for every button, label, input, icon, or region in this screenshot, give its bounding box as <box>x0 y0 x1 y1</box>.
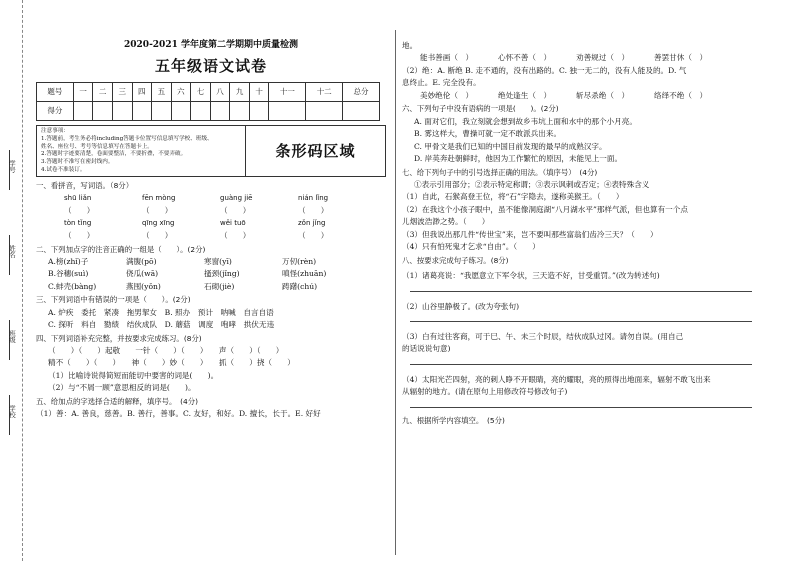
option-word: 石砌(jiè) <box>204 281 235 291</box>
notes-line: 2.答题时字迹要清楚，卷面要整洁，不要折叠，不要弄破。 <box>41 151 187 158</box>
score-table <box>36 82 380 121</box>
q7-legend: ①表示引用部分；②表示特定称谓；③表示讽刺或否定；④表特殊含义 <box>414 179 650 189</box>
main-title: 五年级语文试卷 <box>154 57 267 76</box>
option-word: C.蚌壳(bàng) <box>48 281 97 291</box>
q7-item: （1）自此，石猴高登王位，将“石”字隐去，遂称美猴王。（ ） <box>402 192 624 202</box>
q5-item[interactable]: 能书善画（ ） <box>420 53 474 63</box>
q8-item: （2）山谷里静极了。(改为夸张句) <box>402 301 520 311</box>
option-word: 嗔怪(zhuān) <box>282 269 327 279</box>
answer-blank[interactable]: （ ） <box>64 206 95 215</box>
score-head-cell: 五 <box>152 83 172 102</box>
q5-item[interactable]: 劝善规过（ ） <box>576 53 630 63</box>
column-divider <box>395 30 396 555</box>
q8-item: （4）太阳光芒四射，亮的刺人睁不开眼睛，亮的耀眼，亮的照得出地面来，辐射不敢飞出来 <box>402 374 711 384</box>
q1-pinyin-row <box>36 194 386 203</box>
binding-margin <box>0 0 32 561</box>
notes-box <box>36 125 246 177</box>
q5-item[interactable]: 善罢甘休（ ） <box>654 53 708 63</box>
score-cell[interactable] <box>210 102 230 121</box>
notes-line: 1.答题前，考生务必将including答题卡位置写信息填写学校、班级、 <box>41 135 213 142</box>
answer-line[interactable] <box>410 364 752 365</box>
score-cell[interactable] <box>73 102 93 121</box>
q7-item: （2）在我这个小孩子眼中，虽不能像洞庭湖“八月湖水平”那样气派，但也算有一个点 <box>402 204 688 214</box>
answer-line[interactable] <box>410 291 752 292</box>
q7-item: （4）只有怕死鬼才乞求“自由”。（ ） <box>402 242 540 252</box>
score-head-cell: 七 <box>191 83 211 102</box>
score-cell[interactable] <box>269 102 306 121</box>
score-head-cell: 四 <box>132 83 152 102</box>
q3-option-line: C. 探听 料自 勠绩 结伙成队 D. 蘑菇 调度 咆哮 拱伏无违 <box>48 320 275 330</box>
q6-option: A. 面对它们，我立刻就会想到故乡韦坑上面和水中的那个小月亮。 <box>414 116 637 126</box>
score-head-cell: 二 <box>93 83 113 102</box>
q3-heading: 三、下列词语中有错误的一项是（ ）。(2分) <box>36 295 191 305</box>
q5-heading: 五、给加点的字选择合适的解释，填序号。 (4分) <box>36 396 198 406</box>
q8-item: （1）诸葛亮说：“我愿意立下军令状，三天造不好，甘受重罚。”(改为转述句) <box>402 271 660 281</box>
q1-blank-row <box>36 206 386 215</box>
score-cell[interactable] <box>230 102 250 121</box>
option-word: 侥瓜(wā) <box>126 269 159 279</box>
notes-title: 注意事项： <box>41 128 69 134</box>
score-cell[interactable] <box>306 102 343 121</box>
q4-fill-line[interactable]: 精不（ ）（ ） 神（ ）妙（ ） 抓（ ）挠（ ） <box>48 358 295 368</box>
pinyin: nián lǐng <box>298 194 329 203</box>
q5-item[interactable]: 美妙绝伦（ ） <box>420 90 474 100</box>
score-head-cell: 十一 <box>269 83 306 102</box>
q4-sub-question: （1）比喻诗说得简短而能切中要害的词是( )。 <box>48 370 219 380</box>
score-head-cell: 六 <box>171 83 191 102</box>
answer-blank[interactable]: （ ） <box>298 231 329 241</box>
pinyin: guàng jiē <box>220 194 253 203</box>
q8-heading: 八、按要求完成句子练习。(8分) <box>402 255 509 265</box>
barcode-area: 条形码区域 <box>246 125 386 177</box>
score-cell[interactable] <box>343 102 380 121</box>
q6-option: D. 岸英奔赴朝鲜时，他因为工作繁忙的原因，未能见上一面。 <box>414 154 623 164</box>
option-word: B.谷穗(suì) <box>48 269 89 279</box>
q2-option-row <box>36 257 386 266</box>
q5-item[interactable]: 心怀不善（ ） <box>498 53 552 63</box>
q2-option-row <box>36 282 386 291</box>
score-cell[interactable] <box>152 102 172 121</box>
q5-continuation: 地。 <box>402 41 418 50</box>
q1-blank-row <box>36 231 386 240</box>
option-word: A.榜(zhǐ)子 <box>48 256 89 266</box>
q5-item[interactable]: 斩尽杀绝（ ） <box>576 90 630 100</box>
q5-item[interactable]: 络绎不绝（ ） <box>654 90 708 100</box>
score-cell[interactable] <box>249 102 269 121</box>
option-word: 燕囤(yǒn) <box>126 281 161 291</box>
q5-definition-line: （1）善：A. 善良，慈善。B. 善行，善事。C. 友好，和好。D. 擅长，长于。E. 好好 <box>36 409 321 419</box>
option-word: 万仞(rèn) <box>282 256 317 266</box>
q5-definition-line: （2）绝：A. 断绝 B. 走不通的，没有出路的。C. 独一无二的，没有人能及的。D. 气 <box>402 65 687 75</box>
score-head-cell: 总分 <box>343 83 380 102</box>
answer-blank[interactable]: （ ） <box>220 231 251 241</box>
school-label: 学校 <box>8 405 16 418</box>
answer-line[interactable] <box>410 407 752 408</box>
option-word: 寒窗(yī) <box>204 256 232 266</box>
score-head-cell: 三 <box>112 83 132 102</box>
notes-line: 姓名、座位号、考号等信息填写在答题卡上。 <box>41 143 153 150</box>
q2-heading: 二、下列加点字的注音正确的一组是（ ）。(2分) <box>36 244 206 254</box>
q3-option-line: A. 炉疾 委托 紧凑 拖男挈女 B. 照办 预计 呐喊 自言自语 <box>48 307 274 317</box>
pinyin: shū liǎn <box>64 194 92 203</box>
score-head-cell: 一 <box>73 83 93 102</box>
score-head-cell: 八 <box>210 83 230 102</box>
score-head-cell: 十 <box>249 83 269 102</box>
option-word: 踌躇(chú) <box>282 281 318 291</box>
student-id-label: 学号 <box>8 160 16 173</box>
q5-definition-line: 息终止。E. 完全没有。 <box>402 78 481 88</box>
answer-blank[interactable]: （ ） <box>64 231 95 241</box>
pinyin: qīng xīng <box>142 219 175 228</box>
class-label: 班级 <box>8 330 16 343</box>
score-cell[interactable] <box>132 102 152 121</box>
q2-option-row <box>36 269 386 278</box>
right-column <box>402 38 762 425</box>
q1-heading: 一、看拼音，写词语。（8分） <box>36 181 134 190</box>
q9-heading: 九、根据所学内容填空。 (5分) <box>402 415 505 425</box>
score-cell[interactable] <box>112 102 132 121</box>
q8-item: 从辐射的地方。(请在原句上用修改符号修改句子) <box>402 387 568 397</box>
notes-line: 3.答题时不准写在密封线内。 <box>41 159 114 166</box>
q6-heading: 六、下列句子中没有语病的一项是( )。(2分) <box>402 104 559 114</box>
score-cell[interactable] <box>191 102 211 121</box>
seal-line <box>22 0 23 561</box>
q4-fill-line[interactable]: （ ）（ ）起敬 一针（ ）（ ） 声（ ）（ ） <box>48 345 284 355</box>
score-head-cell: 十二 <box>306 83 343 102</box>
answer-line[interactable] <box>410 321 752 322</box>
q7-heading: 七、给下列句子中的引号选择正确的用法。（填序号） (4分) <box>402 167 598 177</box>
left-column <box>36 32 386 419</box>
notes-line: 4.试卷不准装订。 <box>41 167 86 174</box>
pinyin: zǒn jǐng <box>298 219 326 228</box>
q8-item: 的话说说句意) <box>402 344 451 354</box>
q7-item: 儿烟波浩渺之势。（ ） <box>402 217 490 227</box>
q5-pair-row <box>402 91 762 100</box>
score-head-cell: 九 <box>230 83 250 102</box>
q1-pinyin-row <box>36 219 386 228</box>
answer-blank[interactable]: （ ） <box>298 206 329 215</box>
year-title: 2020-2021 学年度第二学期期中质量检测 <box>124 40 298 50</box>
answer-blank[interactable]: （ ） <box>142 206 173 215</box>
option-word: 搔颈(jǐng) <box>204 269 240 279</box>
pinyin: tòn tǐng <box>64 219 92 228</box>
q6-option: C. 甲骨文是我们已知的中国目前发现的最早的成熟汉字。 <box>414 141 607 151</box>
name-label: 姓名 <box>8 245 16 258</box>
q8-item: （3）白有过往客商，可于巳、午、未三个时辰，结伙成队过冈。请勿自误。(用自己 <box>402 331 684 341</box>
answer-blank[interactable]: （ ） <box>220 206 251 215</box>
q6-option: B. 雾这样大，曹操可就一定不敢派兵出来。 <box>414 129 562 139</box>
score-head-cell: 题号 <box>37 83 74 102</box>
q5-pair-row <box>402 53 762 62</box>
score-cell[interactable] <box>93 102 113 121</box>
score-cell[interactable] <box>171 102 191 121</box>
option-word: 满腹(pō) <box>126 256 157 266</box>
q7-item: （3）但我说出那几件“传世宝”来，岂不要叫那些富翁们齿冷三天？（ ） <box>402 229 658 239</box>
q4-heading: 四、下列词语补充完整，并按要求完成练习。(8分) <box>36 333 202 343</box>
pinyin: wěi tuō <box>220 219 246 228</box>
q4-sub-question: （2）与“不屑一顾”意思相反的词是( )。 <box>48 383 196 393</box>
q5-item[interactable]: 绝处逢生（ ） <box>498 90 552 100</box>
pinyin: fēn mòng <box>142 194 176 203</box>
answer-blank[interactable]: （ ） <box>142 231 173 241</box>
notes-and-barcode <box>36 125 386 177</box>
score-row-label: 得分 <box>37 102 74 121</box>
